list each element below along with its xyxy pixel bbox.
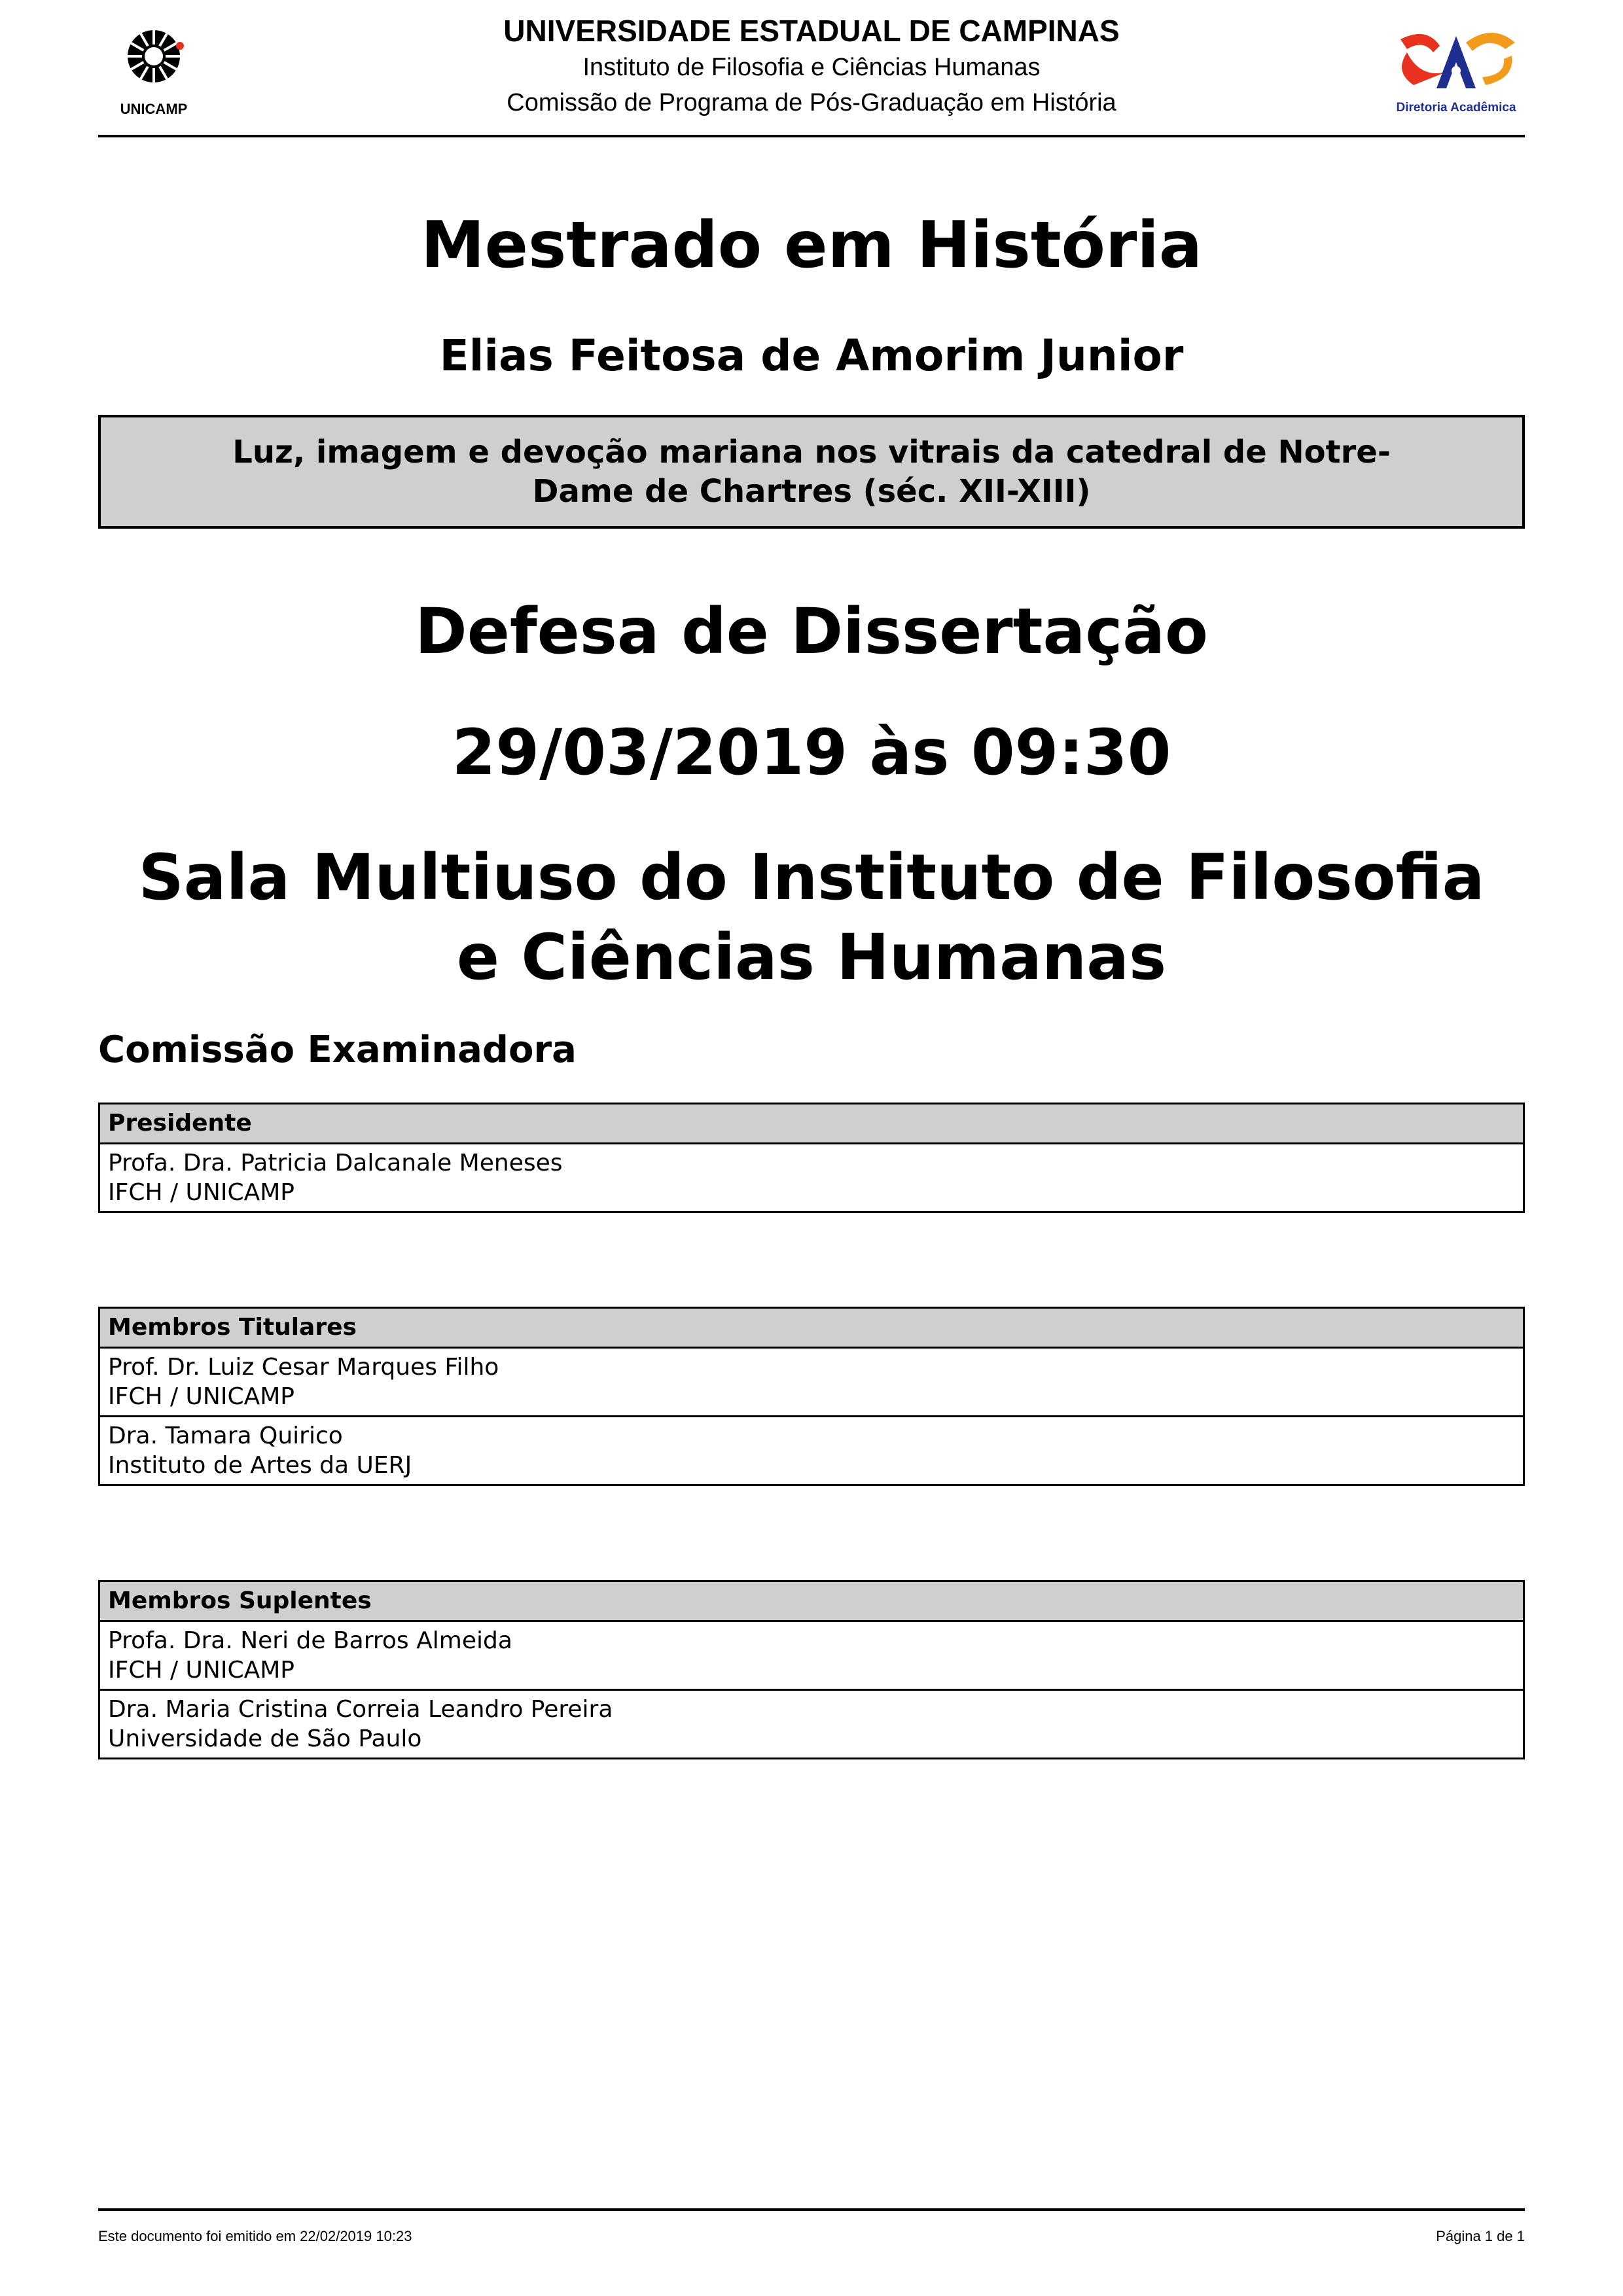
member-name: Dra. Maria Cristina Correia Leandro Pereira (108, 1696, 613, 1723)
member-affiliation: Universidade de São Paulo (108, 1725, 422, 1752)
page-number: Página 1 de 1 (1436, 2228, 1525, 2244)
table-header: Presidente (100, 1104, 1523, 1144)
header-text (294, 12, 1329, 120)
member-name: Dra. Tamara Quirico (108, 1422, 343, 1449)
president-table (98, 1103, 1525, 1213)
thesis-title-box (98, 415, 1525, 529)
member-name: Profa. Dra. Neri de Barros Almeida (108, 1627, 512, 1654)
member-affiliation: Instituto de Artes da UERJ (108, 1452, 412, 1479)
titular-members-table (98, 1307, 1525, 1486)
commission-name: Comissão de Programa de Pós-Graduação em História (507, 89, 1116, 116)
issued-date: Este documento foi emitido em 22/02/2019 10:23 (98, 2228, 412, 2244)
member-name: Prof. Dr. Luiz Cesar Marques Filho (108, 1354, 499, 1381)
document-footer (98, 2208, 1525, 2244)
thesis-title: Luz, imagem e devoção mariana nos vitrais da catedral de Notre-Dame de Chartres (séc. XII-XIII) (232, 434, 1391, 510)
member-affiliation: IFCH / UNICAMP (108, 1179, 294, 1206)
document-header (98, 0, 1525, 137)
table-row (100, 1622, 1523, 1689)
committee-title: Comissão Examinadora (98, 1029, 577, 1071)
event-title: Defesa de Dissertação (415, 595, 1208, 668)
institute-name: Instituto de Filosofia e Ciências Humanas (582, 54, 1041, 81)
member-affiliation: IFCH / UNICAMP (108, 1657, 294, 1684)
table-header: Membros Suplentes (100, 1582, 1523, 1622)
student-name: Elias Feitosa de Amorim Junior (439, 330, 1184, 381)
table-row (100, 1144, 1523, 1211)
degree-title: Mestrado em História (420, 208, 1203, 283)
table-row (100, 1689, 1523, 1757)
university-name: UNIVERSIDADE ESTADUAL DE CAMPINAS (503, 14, 1120, 48)
table-row (100, 1415, 1523, 1484)
unicamp-logo (105, 16, 203, 124)
member-name: Profa. Dra. Patricia Dalcanale Meneses (108, 1150, 563, 1176)
table-header: Membros Titulares (100, 1309, 1523, 1349)
table-row (100, 1349, 1523, 1415)
diretoria-logo-text: Diretoria Acadêmica (1396, 101, 1516, 115)
member-affiliation: IFCH / UNICAMP (108, 1383, 294, 1410)
unicamp-logo-text: UNICAMP (120, 101, 188, 117)
substitute-members-table (98, 1580, 1525, 1759)
event-venue: Sala Multiuso do Instituto de Filosofia e Ciências Humanas (138, 841, 1485, 994)
diretoria-academica-logo (1387, 26, 1525, 124)
event-datetime: 29/03/2019 às 09:30 (452, 716, 1171, 789)
